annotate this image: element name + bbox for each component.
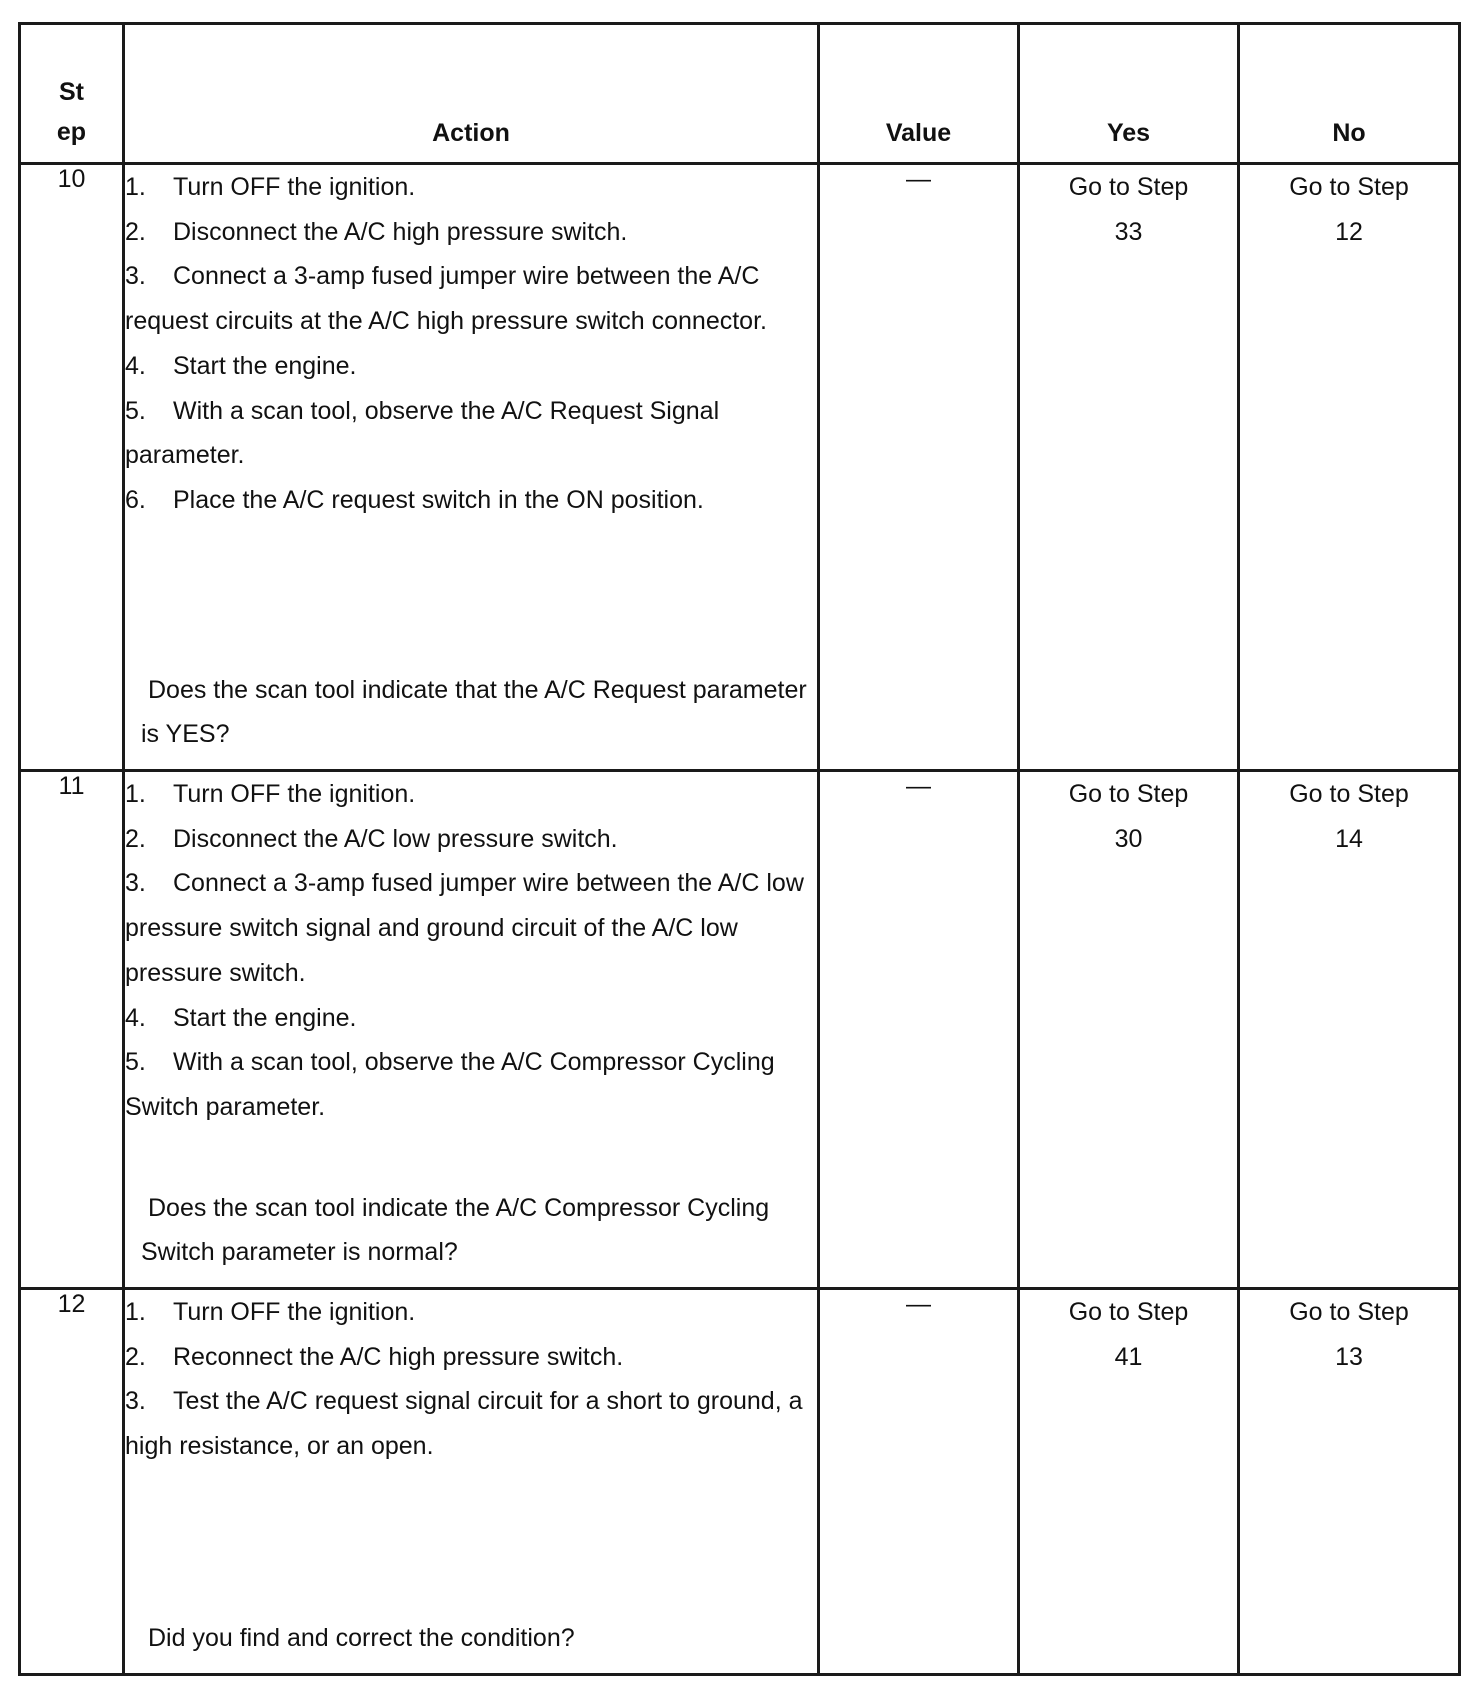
yes-goto [1019,1289,1239,1675]
list-item [125,1379,817,1468]
item-number: 1. [125,173,146,201]
yes-goto [1019,164,1239,771]
list-item [125,861,817,995]
no-goto [1239,1289,1460,1675]
question-text [141,1186,807,1275]
item-text: Reconnect the A/C high pressure switch. [173,1342,624,1371]
question-label: Does the scan tool indicate that the A/C Request parameter is YES? [141,675,807,749]
item-text: Turn OFF the ignition. [173,1298,416,1326]
item-text: Disconnect the A/C low pressure switch. [173,824,618,853]
table-row [20,1289,1460,1675]
item-text: Start the engine. [173,351,357,380]
item-text: Disconnect the A/C high pressure switch. [173,217,628,246]
action-cell [124,1289,819,1675]
table-row [20,771,1460,1289]
header-row [20,24,1460,164]
list-item [125,1290,817,1335]
list-item [125,165,817,210]
yes-goto-text: Go to Step 41 [1068,1298,1189,1371]
item-text: Test the A/C request signal circuit for a short to ground, a high resistance, or an open. [125,1387,803,1461]
no-goto [1239,164,1460,771]
action-steps [125,1290,817,1469]
item-number: 3. [125,262,146,291]
item-number: 5. [125,1048,146,1077]
action-cell [124,164,819,771]
item-number: 3. [125,1387,146,1416]
item-text: With a scan tool, observe the A/C Request Signal parameter. [125,396,720,470]
step-number: 11 [20,771,124,1289]
value-cell: — [819,164,1019,771]
action-steps [125,772,817,1130]
item-text: Place the A/C request switch in the ON position. [173,485,704,514]
no-goto-text: Go to Step 13 [1289,1298,1409,1371]
list-item [125,1335,817,1380]
item-text: Turn OFF the ignition. [173,173,416,201]
item-number: 2. [125,824,146,853]
item-number: 1. [125,780,146,808]
question-text [141,668,807,757]
yes-goto [1019,771,1239,1289]
item-text: Connect a 3-amp fused jumper wire between the A/C low pressure switch signal and ground circuit of the A/C low pressure switch. [125,869,804,987]
list-item [125,817,817,862]
item-text: With a scan tool, observe the A/C Compressor Cycling Switch parameter. [125,1048,775,1121]
header-no: No [1239,24,1460,164]
item-number: 6. [125,485,146,514]
list-item [125,1040,817,1129]
item-number: 2. [125,1342,146,1371]
header-step-line1: St [59,78,84,106]
value-cell: — [819,771,1019,1289]
list-item [125,344,817,389]
header-yes: Yes [1019,24,1239,164]
item-number: 4. [125,1003,146,1032]
list-item [125,996,817,1041]
header-step [20,24,124,164]
header-step-line2: ep [56,118,87,146]
item-number: 5. [125,396,146,425]
step-number: 10 [20,164,124,771]
no-goto-text: Go to Step 14 [1289,780,1409,853]
question-label: Does the scan tool indicate the A/C Compressor Cycling Switch parameter is normal? [141,1193,770,1267]
item-number: 2. [125,217,146,246]
list-item [125,210,817,255]
item-number: 1. [125,1298,146,1326]
diagnostic-table [18,22,1461,1676]
table-row [20,164,1460,771]
header-value: Value [819,24,1019,164]
item-number: 3. [125,869,146,898]
list-item [125,478,817,523]
yes-goto-text: Go to Step 30 [1068,780,1189,853]
item-text: Connect a 3-amp fused jumper wire between the A/C request circuits at the A/C high pressure switch connector. [125,262,767,336]
action-cell [124,771,819,1289]
step-number: 12 [20,1289,124,1675]
list-item [125,772,817,817]
item-text: Start the engine. [173,1003,357,1032]
item-number: 4. [125,351,146,380]
item-text: Turn OFF the ignition. [173,780,416,808]
yes-goto-text: Go to Step 33 [1068,173,1189,246]
action-steps [125,165,817,523]
question-text [141,1616,807,1661]
list-item [125,389,817,478]
no-goto-text: Go to Step 12 [1289,173,1409,246]
no-goto [1239,771,1460,1289]
value-cell: — [819,1289,1019,1675]
question-label: Did you find and correct the condition? [148,1624,575,1653]
list-item [125,254,817,343]
header-action: Action [124,24,819,164]
